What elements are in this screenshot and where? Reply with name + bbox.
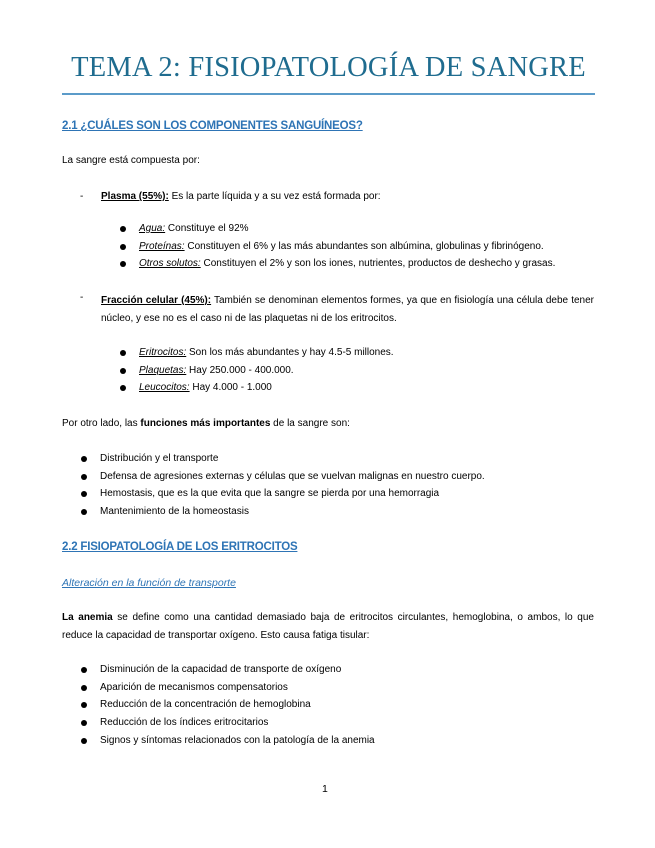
bullet-icon — [81, 474, 87, 480]
list-item: Agua: Constituye el 92% — [139, 220, 555, 238]
bullet-icon — [81, 685, 87, 691]
title-underline-rule — [62, 93, 595, 95]
list-item: Mantenimiento de la homeostasis — [100, 503, 485, 521]
anemia-effects-list — [100, 661, 375, 749]
bullet-icon — [81, 720, 87, 726]
section-2-heading: 2.2 FISIOPATOLOGÍA DE LOS ERITROCITOS — [62, 541, 298, 553]
dash-marker: - — [80, 191, 84, 202]
blood-functions-list — [100, 450, 485, 521]
bullet-icon — [81, 509, 87, 515]
functions-intro: Por otro lado, las funciones más importantes de la sangre son: — [62, 418, 350, 429]
bullet-icon — [120, 261, 126, 267]
list-item: Aparición de mecanismos compensatorios — [100, 679, 375, 697]
anemia-paragraph: La anemia se define como una cantidad demasiado baja de eritrocitos circulantes, hemoglobina, o ambos, lo que reduce la capacidad de transportar oxígeno. Esto causa fatiga tisular: — [62, 612, 594, 641]
bullet-icon — [120, 368, 126, 374]
plasma-components-list — [139, 220, 555, 273]
section-2-subheading: Alteración en la función de transporte — [62, 577, 236, 589]
list-item: Eritrocitos: Son los más abundantes y hay 4.5-5 millones. — [139, 344, 394, 362]
page-number: 1 — [322, 783, 328, 795]
plasma-text: Es la parte líquida y a su vez está formada por: — [168, 191, 381, 202]
list-item: Signos y síntomas relacionados con la patología de la anemia — [100, 732, 375, 750]
cellular-components-list — [139, 344, 394, 397]
page-title: TEMA 2: FISIOPATOLOGÍA DE SANGRE — [71, 52, 586, 83]
list-item: Plaquetas: Hay 250.000 - 400.000. — [139, 362, 394, 380]
list-item: Distribución y el transporte — [100, 450, 485, 468]
bullet-icon — [81, 738, 87, 744]
bullet-icon — [81, 456, 87, 462]
cellular-label: Fracción celular (45%): — [101, 295, 212, 306]
list-item: Proteínas: Constituyen el 6% y las más abundantes son albúmina, globulinas y fibrinógeno. — [139, 238, 555, 256]
list-item: Defensa de agresiones externas y células que se vuelvan malignas en nuestro cuerpo. — [100, 468, 485, 486]
cellular-text: También se denominan elementos formes, ya que en fisiología una célula debe tener núcleo, y ese no es el caso ni de las plaquetas ni de los eritrocitos. — [101, 295, 594, 324]
bullet-icon — [81, 667, 87, 673]
list-item: Reducción de la concentración de hemoglobina — [100, 696, 375, 714]
section-1-heading: 2.1 ¿CUÁLES SON LOS COMPONENTES SANGUÍNEOS? — [62, 120, 363, 132]
bullet-icon — [120, 385, 126, 391]
bullet-icon — [81, 702, 87, 708]
bullet-icon — [120, 226, 126, 232]
list-item: Hemostasis, que es la que evita que la sangre se pierda por una hemorragia — [100, 485, 485, 503]
bullet-icon — [120, 244, 126, 250]
plasma-label: Plasma (55%): — [101, 191, 169, 202]
list-item: Leucocitos: Hay 4.000 - 1.000 — [139, 379, 394, 397]
bullet-icon — [120, 350, 126, 356]
list-item: Disminución de la capacidad de transporte de oxígeno — [100, 661, 375, 679]
section-1-intro: La sangre está compuesta por: — [62, 155, 200, 166]
list-item: Otros solutos: Constituyen el 2% y son los iones, nutrientes, productos de deshecho y grasas. — [139, 255, 555, 273]
list-item: Reducción de los índices eritrocitarios — [100, 714, 375, 732]
bullet-icon — [81, 491, 87, 497]
dash-marker: - — [80, 292, 84, 303]
